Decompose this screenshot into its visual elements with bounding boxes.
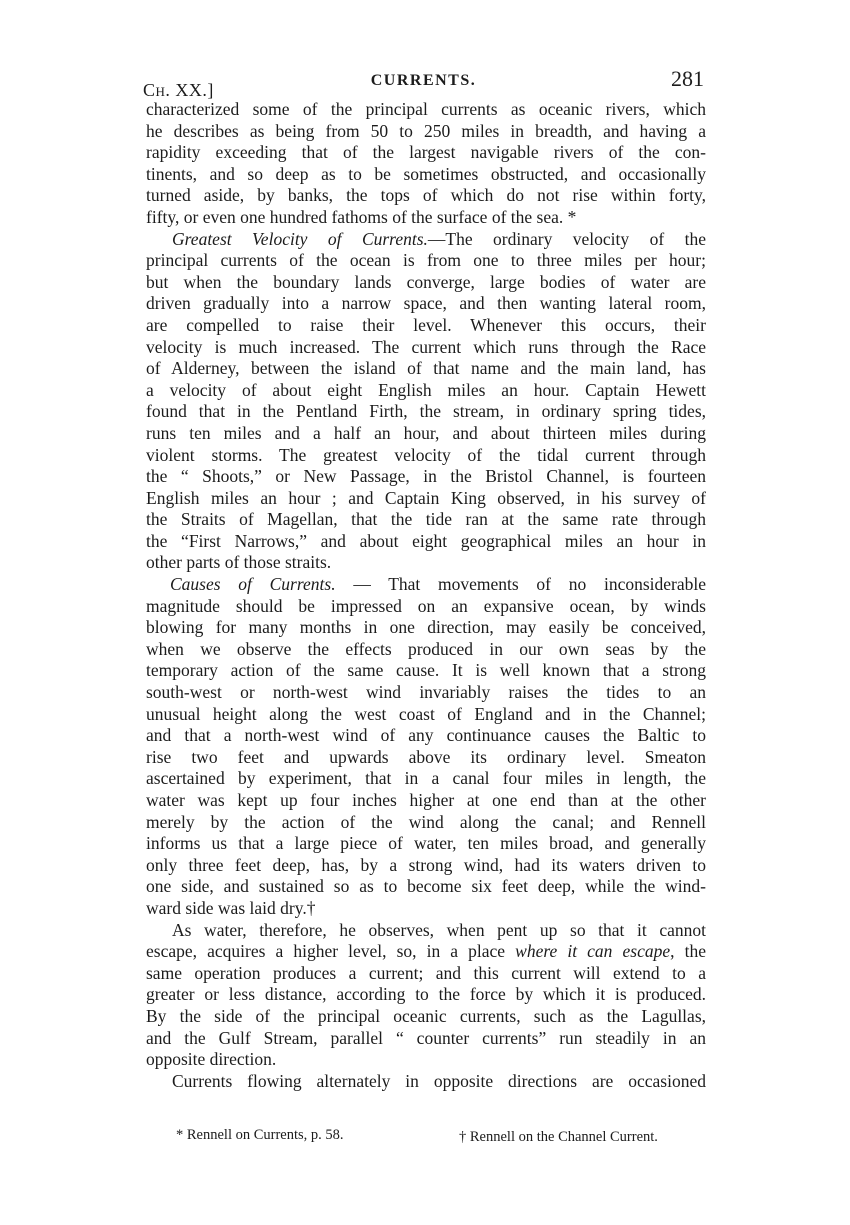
text-line: of Alderney, between the island of that name and the main land, has	[146, 358, 706, 379]
section-heading: Causes of Currents.	[170, 574, 336, 595]
running-title: CURRENTS.	[370, 72, 477, 89]
text-line: blowing for many months in one direction, may easily be conceived,	[146, 617, 706, 638]
text-line: runs ten miles and a half an hour, and about thirteen miles during	[146, 422, 706, 443]
text-line: south-west or north-west wind invariably raises the tides to an	[146, 682, 706, 703]
footnotes	[146, 1127, 706, 1149]
text-line: same operation produces a current; and this current will extend to a	[146, 962, 706, 983]
text-line: rise two feet and upwards above its ordinary level. Smeaton	[146, 746, 706, 767]
text-line: only three feet deep, has, by a strong wind, had its waters driven to	[146, 854, 706, 875]
text-line: when we observe the effects produced in our own seas by the	[146, 638, 706, 659]
paragraph-alternating-currents	[146, 1071, 706, 1093]
emphasis-text: where it can escape	[515, 941, 671, 962]
footnote-1: * Rennell on Currents, p. 58.	[176, 1127, 344, 1143]
text-line: ascertained by experiment, that in a canal four miles in length, the	[146, 768, 706, 789]
text-line: English miles an hour ; and Captain King observed, in his survey of	[146, 487, 706, 508]
chapter-label: Ch. XX.]	[143, 80, 214, 100]
text-run: escape, acquires a higher level, so, in a place	[146, 941, 516, 962]
text-line: the “First Narrows,” and about eight geographical miles an hour in	[146, 530, 706, 551]
text-line: violent storms. The greatest velocity of the tidal current through	[146, 444, 706, 465]
text-line: the “ Shoots,” or New Passage, in the Bristol Channel, is fourteen	[146, 466, 706, 487]
text-line: principal currents of the ocean is from one to three miles per hour;	[146, 250, 706, 271]
text-line: By the side of the principal oceanic currents, such as the Lagullas,	[146, 1005, 706, 1026]
paragraph-causes-of-currents	[146, 574, 706, 920]
paragraph-greatest-velocity	[146, 229, 706, 575]
text-line: As water, therefore, he observes, when pent up so that it cannot	[172, 919, 706, 940]
text-line	[146, 229, 706, 251]
text-line: found that in the Pentland Firth, the stream, in ordinary spring tides,	[146, 401, 706, 422]
text-line: fifty, or even one hundred fathoms of the surface of the sea. *	[146, 206, 577, 227]
heading-lead-text: — That movements of no inconsiderable	[335, 574, 706, 595]
text-line: and the Gulf Stream, parallel “ counter currents” run steadily in an	[146, 1027, 706, 1048]
text-line: tinents, and so deep as to be sometimes obstructed, and occasionally	[146, 163, 706, 184]
paragraph-pent-up-water	[146, 920, 706, 1071]
text-run: , the	[670, 941, 706, 962]
text-line: driven gradually into a narrow space, and then wanting lateral room,	[146, 293, 706, 314]
running-header	[143, 68, 704, 98]
text-line: ward side was laid dry.†	[146, 897, 316, 918]
text-line: the Straits of Magellan, that the tide ran at the same rate through	[146, 509, 706, 530]
text-line	[146, 941, 706, 963]
text-line: are compelled to raise their level. Whenever this occurs, their	[146, 314, 706, 335]
text-line: opposite direction.	[146, 1049, 277, 1070]
footnote-2: † Rennell on the Channel Current.	[459, 1129, 658, 1145]
text-line: informs us that a large piece of water, ten miles broad, and generally	[146, 833, 706, 854]
text-line: merely by the action of the wind along the canal; and Rennell	[146, 811, 706, 832]
text-line: but when the boundary lands converge, large bodies of water are	[146, 271, 706, 292]
text-line: one side, and sustained so as to become six feet deep, while the wind-	[146, 876, 706, 897]
text-line: rapidity exceeding that of the largest navigable rivers of the con-	[146, 142, 706, 163]
text-line: a velocity of about eight English miles an hour. Captain Hewett	[146, 379, 706, 400]
text-line: he describes as being from 50 to 250 miles in breadth, and having a	[146, 120, 706, 141]
text-line: temporary action of the same cause. It is well known that a strong	[146, 660, 706, 681]
text-line: magnitude should be impressed on an expansive ocean, by winds	[146, 595, 706, 616]
text-line	[146, 574, 706, 596]
text-line: characterized some of the principal currents as oceanic rivers, which	[146, 99, 706, 119]
paragraph-oceanic-rivers	[146, 99, 706, 229]
text-line: Currents flowing alternately in opposite directions are occasioned	[172, 1070, 706, 1091]
body-text	[146, 99, 706, 1092]
section-heading: Greatest Velocity of Currents.	[172, 228, 428, 249]
text-line: and that a north-west wind of any continuance causes the Baltic to	[146, 725, 706, 746]
heading-lead-text: —The ordinary velocity of the	[427, 228, 706, 249]
page-number: 281	[671, 66, 704, 91]
text-line: turned aside, by banks, the tops of which do not rise within forty,	[146, 185, 706, 206]
text-line: other parts of those straits.	[146, 552, 332, 573]
text-line: greater or less distance, according to the force by which it is produced.	[146, 984, 706, 1005]
text-line: unusual height along the west coast of England and in the Channel;	[146, 703, 706, 724]
text-line: water was kept up four inches higher at one end than at the other	[146, 790, 706, 810]
text-line: velocity is much increased. The current which runs through the Race	[146, 336, 706, 357]
